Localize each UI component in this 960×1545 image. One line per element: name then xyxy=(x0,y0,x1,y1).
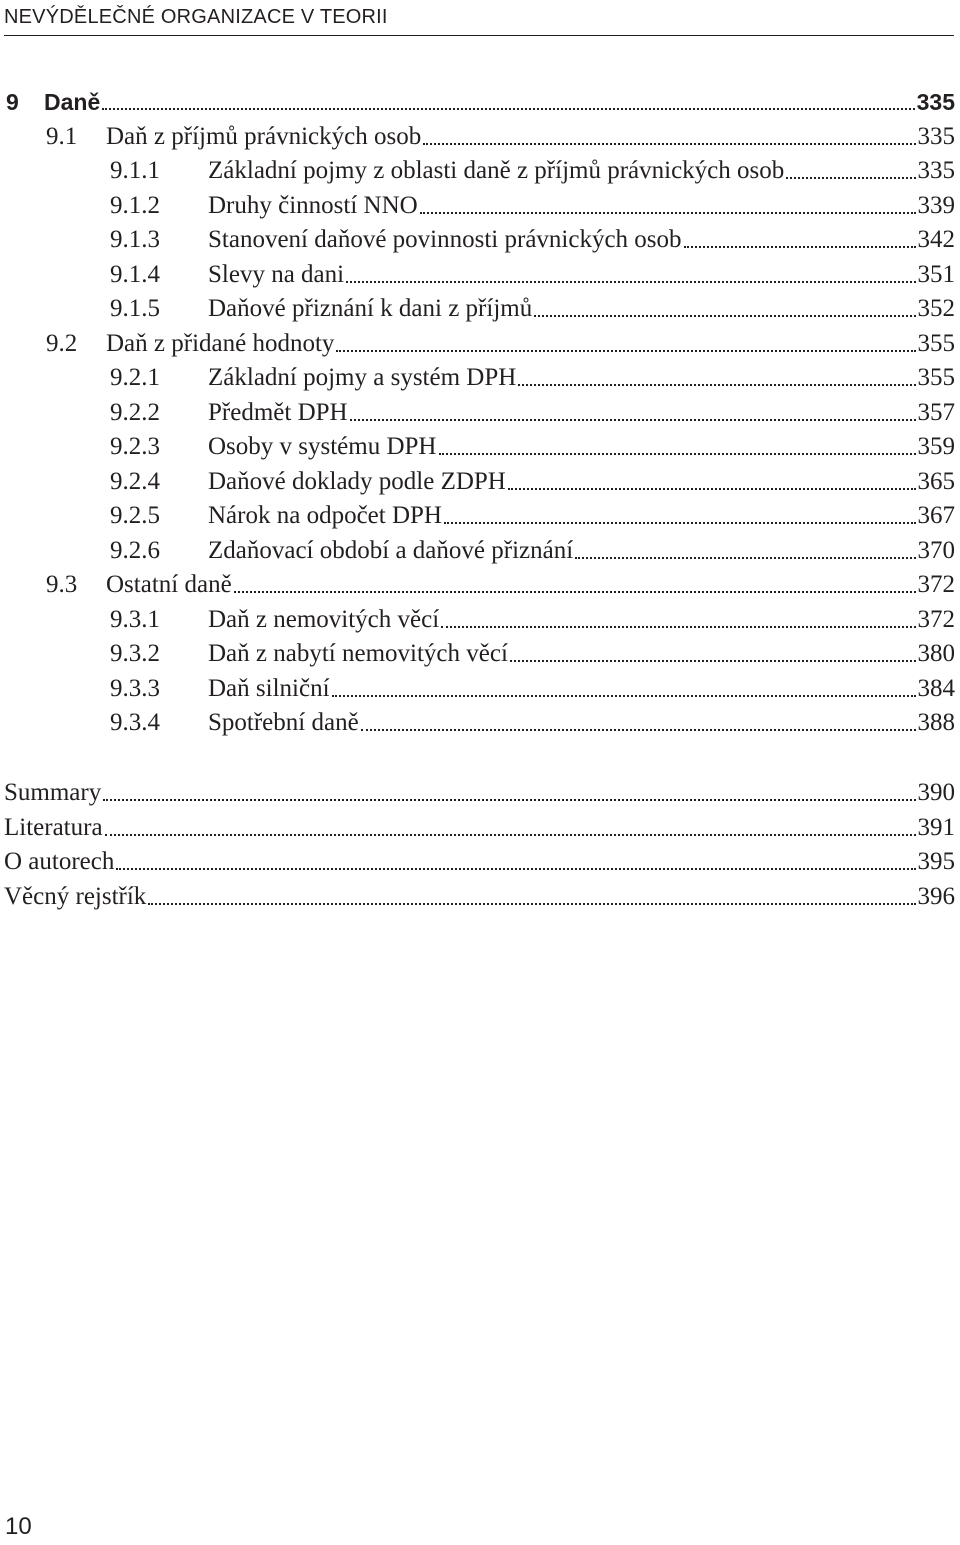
toc-subsection-page-number: 335 xyxy=(917,157,955,184)
toc-subsection-row[interactable] xyxy=(110,536,955,566)
toc-subsection-row[interactable] xyxy=(110,294,955,324)
dot-leader xyxy=(148,903,915,905)
toc-subsection-title: Daň z nemovitých věcí xyxy=(208,605,440,633)
toc-subsection-row[interactable] xyxy=(110,467,955,497)
toc-section-number: 9.1 xyxy=(46,122,78,150)
toc-subsection-row[interactable] xyxy=(110,156,955,186)
toc-subsection-title: Daňové doklady podle ZDPH xyxy=(208,467,506,495)
toc-section-page-number: 335 xyxy=(917,122,955,150)
toc-subsection-page-number: 339 xyxy=(917,191,955,219)
toc-section-page-number: 355 xyxy=(917,329,955,357)
toc-subsection-page-number: 359 xyxy=(917,433,955,460)
toc-section-number: 9.2 xyxy=(46,329,78,357)
toc-subsection-row[interactable] xyxy=(110,432,955,462)
toc-subsection-title: Spotřební daně xyxy=(208,709,359,736)
dot-leader xyxy=(336,350,915,352)
dot-leader xyxy=(332,695,916,697)
toc-section-row[interactable] xyxy=(46,329,955,359)
toc-subsection-title: Daň silniční xyxy=(208,674,330,702)
toc-subsection-number: 9.3.2 xyxy=(110,640,160,667)
toc-back-matter-page-number: 396 xyxy=(917,882,955,910)
toc-subsection-page-number: 380 xyxy=(917,640,955,667)
toc-subsection-number: 9.2.5 xyxy=(110,502,160,529)
toc-subsection-row[interactable] xyxy=(110,639,955,669)
toc-subsection-page-number: 357 xyxy=(917,398,955,426)
toc-back-matter-title: O autorech xyxy=(4,848,115,875)
toc-back-matter-row[interactable] xyxy=(4,778,955,808)
dot-leader xyxy=(423,143,915,145)
toc-subsection-number: 9.1.5 xyxy=(110,295,160,322)
toc-subsection-number: 9.1.4 xyxy=(110,260,160,288)
toc-subsection-number: 9.1.3 xyxy=(110,226,160,253)
toc-subsection-title: Slevy na dani xyxy=(208,260,345,288)
dot-leader xyxy=(103,799,915,801)
header-rule xyxy=(4,35,954,36)
toc-subsection-number: 9.2.6 xyxy=(110,536,160,564)
toc-subsection-row[interactable] xyxy=(110,260,955,290)
toc-subsection-row[interactable] xyxy=(110,708,955,738)
chapter-number: 9 xyxy=(6,89,19,115)
toc-subsection-title: Stanovení daňové povinnosti právnických osob xyxy=(208,226,682,253)
dot-leader xyxy=(439,453,916,455)
toc-subsection-row[interactable] xyxy=(110,363,955,393)
toc-back-matter-title: Věcný rejstřík xyxy=(4,882,147,910)
dot-leader xyxy=(575,557,915,559)
toc-back-matter-row[interactable] xyxy=(4,882,955,912)
toc-subsection-row[interactable] xyxy=(110,191,955,221)
dot-leader xyxy=(510,660,916,662)
toc-subsection-number: 9.3.1 xyxy=(110,605,160,633)
toc-subsection-row[interactable] xyxy=(110,605,955,635)
dot-leader xyxy=(350,419,916,421)
toc-subsection-title: Základní pojmy z oblasti daně z příjmů právnických osob xyxy=(208,157,785,184)
toc-subsection-number: 9.3.4 xyxy=(110,709,160,736)
toc-subsection-title: Předmět DPH xyxy=(208,398,348,426)
toc-subsection-page-number: 351 xyxy=(917,260,955,288)
toc-subsection-page-number: 367 xyxy=(917,502,955,529)
toc-subsection-title: Zdaňovací období a daňové přiznání xyxy=(208,536,574,564)
toc-subsection-page-number: 372 xyxy=(917,605,955,633)
toc-back-matter-title: Literatura xyxy=(4,813,103,841)
dot-leader xyxy=(786,177,915,179)
toc-back-matter-page-number: 390 xyxy=(917,779,955,806)
toc-section-title: Daň z přidané hodnoty xyxy=(106,329,335,357)
toc-subsection-page-number: 370 xyxy=(917,536,955,564)
toc-back-matter-row[interactable] xyxy=(4,813,955,843)
dot-leader xyxy=(508,488,916,490)
dot-leader xyxy=(420,212,916,214)
toc-subsection-page-number: 352 xyxy=(917,295,955,322)
toc-subsection-row[interactable] xyxy=(110,398,955,428)
toc-chapter-row[interactable] xyxy=(6,87,955,117)
toc-subsection-page-number: 355 xyxy=(917,364,955,391)
toc-back-matter-row[interactable] xyxy=(4,847,955,877)
toc-back-matter-title: Summary xyxy=(4,779,102,806)
toc-subsection-number: 9.1.1 xyxy=(110,157,160,184)
dot-leader xyxy=(234,591,916,593)
toc-subsection-title: Základní pojmy a systém DPH xyxy=(208,364,517,391)
toc-section-row[interactable] xyxy=(46,570,955,600)
toc-subsection-title: Druhy činností NNO xyxy=(208,191,418,219)
toc-subsection-title: Osoby v systému DPH xyxy=(208,433,437,460)
toc-section-page-number: 372 xyxy=(917,571,955,598)
toc-subsection-page-number: 384 xyxy=(917,674,955,702)
dot-leader xyxy=(102,108,914,110)
toc-section-title: Daň z příjmů právnických osob xyxy=(106,122,422,150)
toc-subsection-title: Daňové přiznání k dani z příjmů xyxy=(208,295,533,322)
dot-leader xyxy=(116,868,915,870)
dot-leader xyxy=(444,522,916,524)
dot-leader xyxy=(441,626,915,628)
toc-subsection-number: 9.1.2 xyxy=(110,191,160,219)
chapter-page-number: 335 xyxy=(916,89,955,115)
dot-leader xyxy=(684,246,916,248)
dot-leader xyxy=(346,281,915,283)
toc-subsection-page-number: 342 xyxy=(917,226,955,253)
toc-subsection-number: 9.2.1 xyxy=(110,364,160,391)
toc-section-row[interactable] xyxy=(46,122,955,152)
toc-subsection-title: Daň z nabytí nemovitých věcí xyxy=(208,640,508,667)
toc-subsection-row[interactable] xyxy=(110,674,955,704)
toc-section-number: 9.3 xyxy=(46,571,78,598)
toc-subsection-number: 9.2.2 xyxy=(110,398,160,426)
chapter-title: Daně xyxy=(44,89,101,115)
toc-section-title: Ostatní daně xyxy=(106,571,232,598)
dot-leader xyxy=(105,834,916,836)
running-head: NEVÝDĚLEČNÉ ORGANIZACE V TEORII xyxy=(4,6,388,28)
toc-subsection-title: Nárok na odpočet DPH xyxy=(208,502,442,529)
toc-subsection-page-number: 365 xyxy=(917,467,955,495)
toc-subsection-number: 9.2.4 xyxy=(110,467,160,495)
toc-back-matter-page-number: 391 xyxy=(917,813,955,841)
toc-back-matter-page-number: 395 xyxy=(917,848,955,875)
dot-leader xyxy=(361,729,916,731)
dot-leader xyxy=(534,315,915,317)
toc-subsection-page-number: 388 xyxy=(917,709,955,736)
toc-subsection-row[interactable] xyxy=(110,225,955,255)
toc-subsection-row[interactable] xyxy=(110,501,955,531)
dot-leader xyxy=(518,384,915,386)
toc-subsection-number: 9.2.3 xyxy=(110,433,160,460)
toc-subsection-number: 9.3.3 xyxy=(110,674,160,702)
page-number: 10 xyxy=(5,1513,32,1540)
